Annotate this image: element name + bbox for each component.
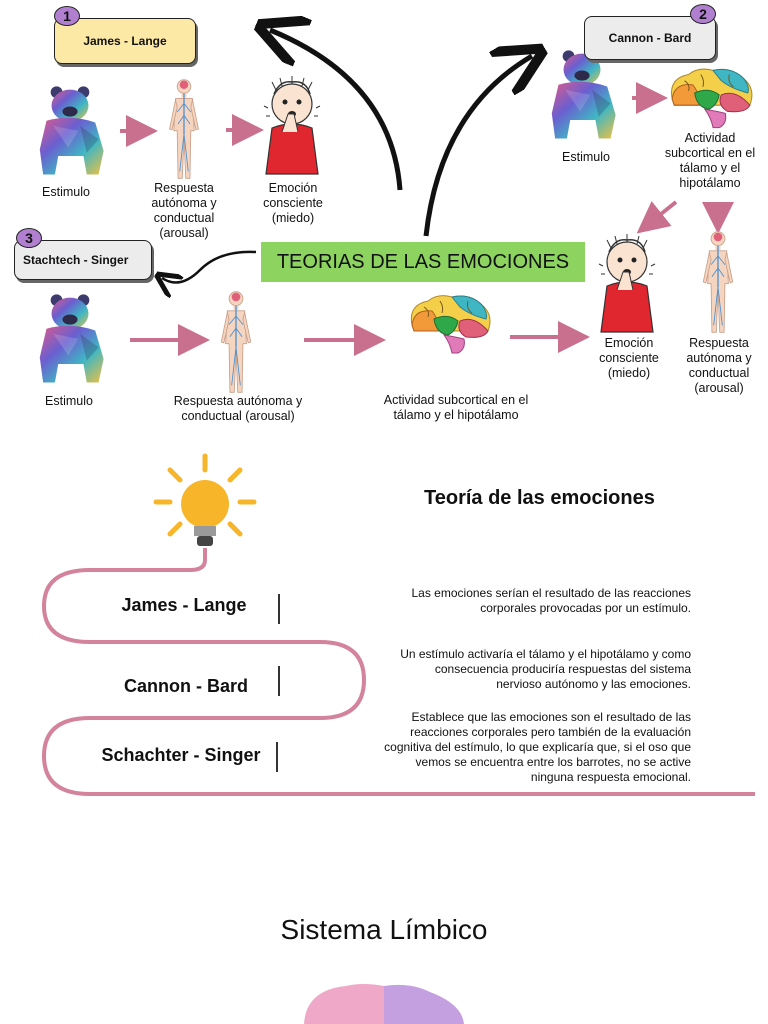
badge-2: 2 [690,4,716,24]
human-body-icon [221,292,250,393]
timeline-item-name: James - Lange [121,595,247,615]
timeline-item-desc: Un estímulo activaría el tálamo y el hipotálamo y como consecuencia produciría respuestas del sistema nervioso autónomo y las emociones. [400,647,691,691]
scared-person-icon [264,76,320,174]
timeline-item-desc: Las emociones serían el resultado de las reacciones corporales provocadas por un estímulo. [411,586,691,615]
badge-3: 3 [16,228,42,248]
cannon-emotion-label: Emoción consciente (miedo) [599,336,659,380]
arrow-to-cannon [426,56,532,236]
timeline-divider [276,742,278,772]
bear-stimulus-icon [40,86,104,174]
cannon-stimulus-label: Estimulo [562,150,610,164]
brain-icon [671,69,751,128]
main-title: TEORIAS DE LAS EMOCIONES [261,242,585,282]
timeline-item-name: Schachter - Singer [101,745,261,765]
theory-box-james: James - Lange [54,18,196,64]
theory-box-cannon: Cannon - Bard [584,16,716,60]
timeline-title: Teoría de las emociones [424,487,655,509]
brain-icon [411,296,490,353]
cannon-activity-label: Actividad subcortical en el tálamo y el hipotálamo [664,131,756,190]
theory-box-schachter: Stachtech - Singer [14,240,152,280]
schachter-stimulus-label: Estimulo [45,394,93,408]
scared-person-icon [599,234,655,332]
cannon-response-label: Respuesta autónoma y conductual (arousal) [686,336,752,395]
schachter-response-label: Respuesta autónoma y conductual (arousal) [173,394,303,423]
timeline-divider [278,666,280,696]
timeline-divider [278,594,280,624]
lightbulb-icon [156,456,254,546]
flow-arrow [646,202,676,226]
timeline-item-desc: Establece que las emociones son el resultado de las reacciones corporales pero también de la evaluación cognitiva del estímulo, lo que explicaría que, si el oso que vemos se encuentra entre los barrotes, no se active ninguna respuesta emocional. [384,710,691,784]
schachter-activity-label: Actividad subcortical en el tálamo y el hipotálamo [383,393,529,422]
bear-stimulus-icon [552,50,616,138]
arrow-to-schachter [162,252,256,283]
human-body-icon [170,80,199,179]
badge-1: 1 [54,6,80,26]
james-response-label: Respuesta autónoma y conductual (arousal) [151,181,217,240]
limbic-title: Sistema Límbico [280,914,488,945]
james-stimulus-label: Estimulo [42,185,90,199]
human-body-icon [703,232,732,333]
james-emotion-label: Emoción consciente (miedo) [263,181,323,225]
timeline-item-name: Cannon - Bard [124,676,248,696]
bear-stimulus-icon [40,294,104,382]
limbic-brain-icon [304,984,464,1024]
